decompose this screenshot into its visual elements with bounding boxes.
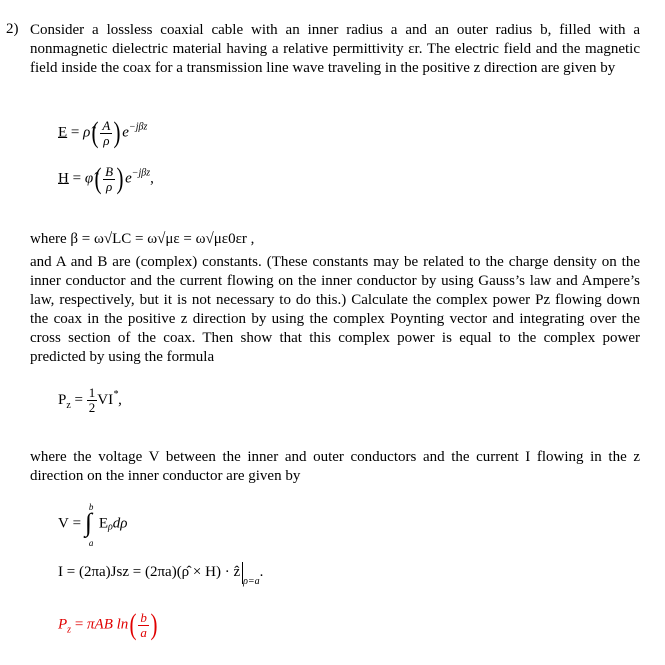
- body-line-2: the inner conductor and the current flowing on the inner conductor by using Gauss’s law and: [30, 254, 640, 289]
- equation-magnetic-field: H = φ̂( $\frac{B}{\rho}$ ) $e^{-j\beta z}$,: [58, 162, 154, 195]
- body-line-5: integrating over the cross section of the coax. Then show that this complex power is equal to: [30, 311, 640, 346]
- fraction-b-over-rho: $\frac{B}{\rho}$: [105, 163, 114, 194]
- e-field-symbol: E: [58, 124, 68, 141]
- voltage-current-paragraph: [30, 448, 640, 486]
- equals-sign: =: [72, 170, 82, 187]
- differential: dρ: [112, 515, 128, 532]
- right-paren: ): [116, 162, 124, 195]
- answer-expression: πAB ln: [87, 616, 129, 633]
- voltage-symbol: V: [58, 515, 69, 532]
- current-expression: I = (2πa)Jsz = (2πa)(ρ̂ × H) · ẑ: [58, 564, 241, 580]
- h-field-symbol: H: [58, 170, 69, 187]
- vc-line-1: where the voltage V between the inner and outer conductors and the current I flowing in the z: [30, 449, 640, 465]
- right-paren: ): [113, 116, 121, 149]
- equation-current: I = (2πa)Jsz = (2πa)(ρ̂ × H) · ẑ$_{\rho=a}$.: [58, 564, 264, 587]
- body-paragraph: [30, 253, 640, 367]
- conjugate-star: *: [113, 388, 119, 400]
- equation-electric-field: [58, 118, 147, 148]
- power-symbol: P: [58, 616, 68, 633]
- exponent: −jβz: [128, 121, 148, 133]
- intro-paragraph: [30, 21, 640, 78]
- answer-power: $P_z = \pi AB$ ln( $\frac{b}{a}$ ): [58, 608, 158, 641]
- fraction-b-over-a: $\frac{b}{a}$: [140, 609, 147, 640]
- left-paren: (: [91, 116, 99, 149]
- equals-sign: =: [72, 515, 82, 532]
- body-line-6: the complex power predicted by using the formula: [30, 330, 640, 365]
- exponential-base: e: [125, 170, 132, 187]
- equals-sign: =: [70, 124, 80, 141]
- body-line-1: and A and B are (complex) constants. (These constants may be related to the charge density on: [30, 254, 617, 270]
- left-paren: (: [129, 608, 137, 641]
- fraction-one-half: $\frac{1}{2}$: [88, 385, 96, 415]
- integral-sign: b ∫ a: [84, 502, 94, 548]
- exponent: −jβz: [131, 167, 151, 179]
- phi-hat-unit-vector: φ̂: [84, 170, 94, 187]
- rho-hat-unit-vector: ρ̂: [83, 124, 91, 141]
- right-paren: ): [150, 608, 158, 641]
- problem-number: 2): [6, 21, 19, 37]
- intro-line-4: are given by: [541, 60, 616, 76]
- power-symbol: P: [58, 391, 67, 408]
- equals-sign: =: [74, 616, 84, 633]
- equation-power-formula: $P_z$ = $\frac{1}{2}$ VI*,: [58, 385, 122, 415]
- fraction-a-over-rho: $\frac{A}{\rho}$: [102, 117, 111, 148]
- beta-definition: where β = ω√LC = ω√με = ω√με0εr ,: [30, 231, 255, 247]
- left-paren: (: [94, 162, 102, 195]
- body-line-4: flowing down the coax in the positive z direction by using the complex Poynting vector and: [30, 292, 641, 327]
- intro-line-2: nonmagnetic dielectric material having a relative permittivity εr. The electric field and the: [30, 41, 581, 57]
- equation-voltage: V = b ∫ a $E_\rho d\rho$: [58, 502, 128, 548]
- e-component: E: [98, 515, 108, 532]
- vc-line-2: direction on the inner conductor are given by: [30, 468, 301, 484]
- vi-product: VI: [97, 391, 114, 408]
- intro-line-1: Consider a lossless coaxial cable with an inner radius a and an outer radius b, filled with a: [30, 22, 640, 38]
- exponential-base: e: [122, 124, 129, 141]
- intro-line-3: magnetic field inside the coax for a transmission line wave traveling in the positive z direction: [30, 41, 640, 76]
- equals-sign: =: [74, 391, 84, 408]
- body-line-3: Ampere’s law, respectively, but it is not necessary to do this.) Calculate the complex power Pz: [30, 273, 640, 308]
